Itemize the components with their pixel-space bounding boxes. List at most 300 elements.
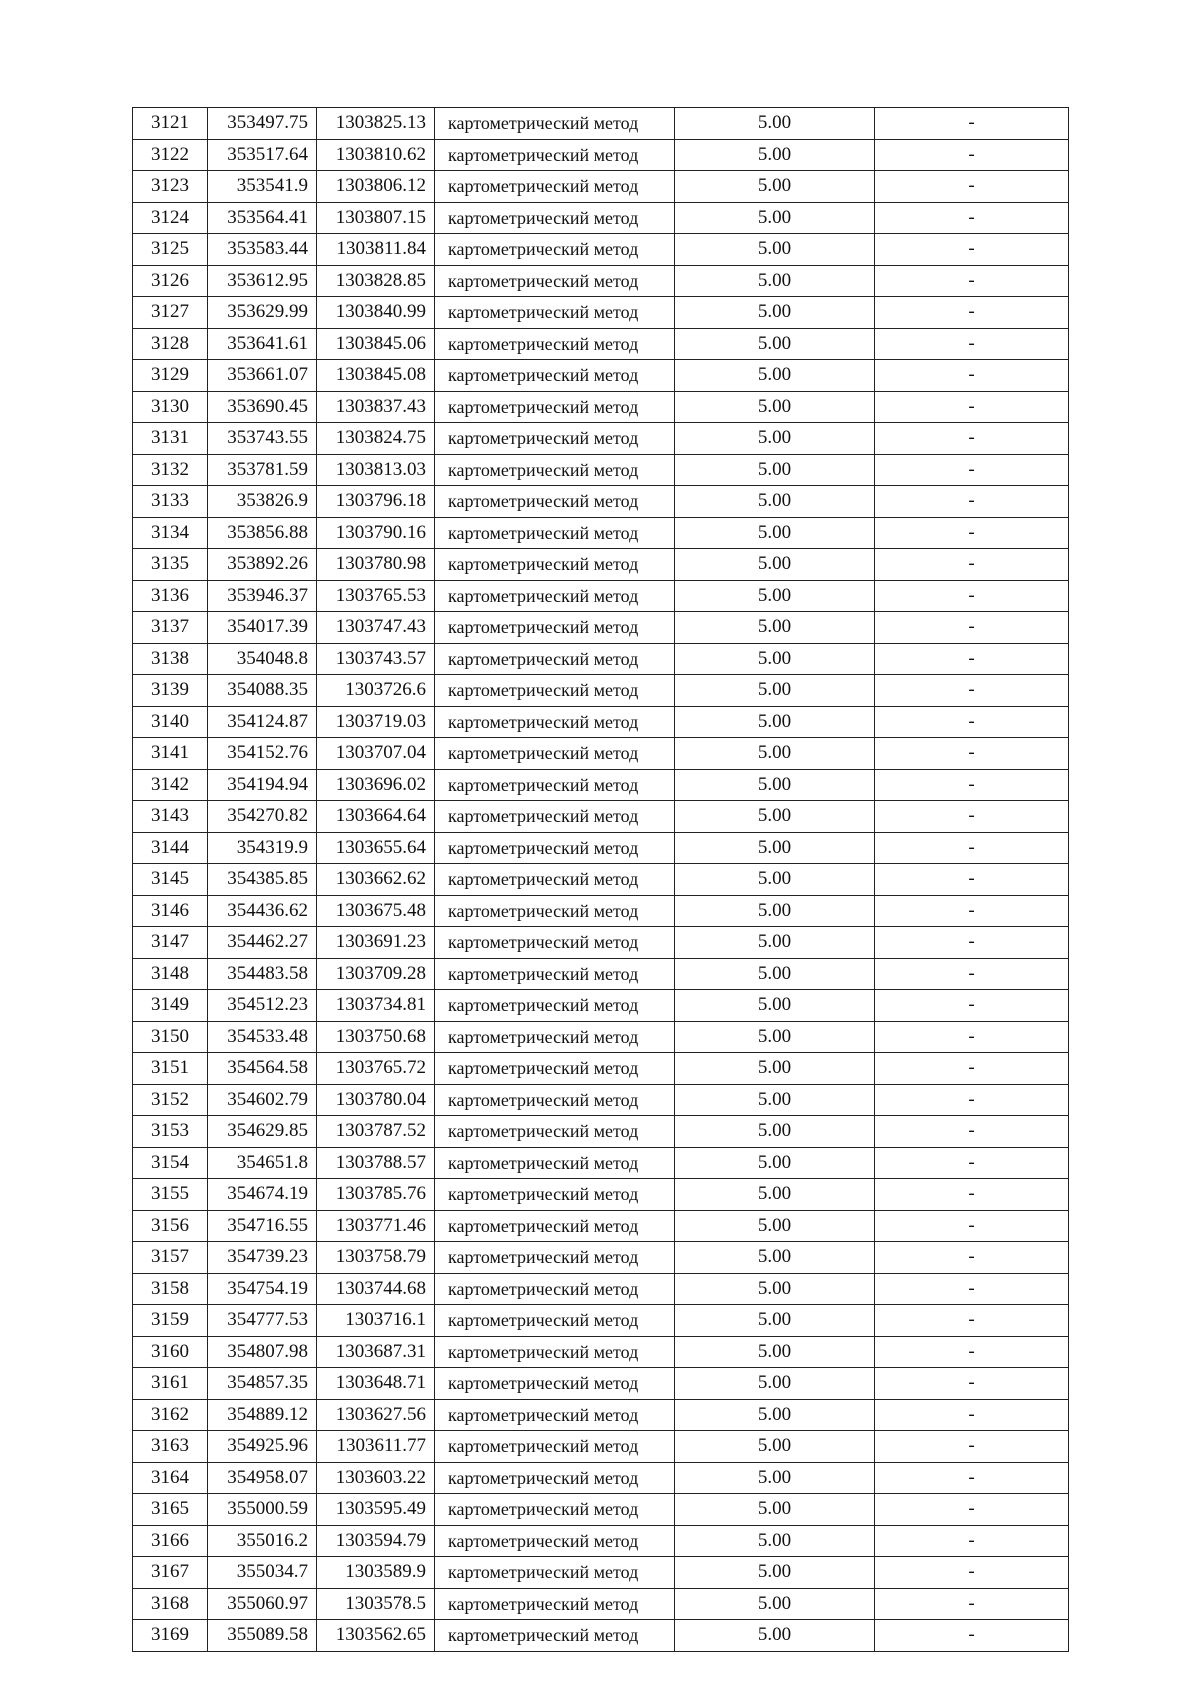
description-cell: -: [875, 801, 1069, 833]
table-row: [133, 486, 1069, 518]
point-number-cell: 3137: [133, 612, 208, 644]
method-cell: картометрический метод: [435, 517, 675, 549]
description-cell: -: [875, 1242, 1069, 1274]
point-number-cell: 3168: [133, 1588, 208, 1620]
method-cell: картометрический метод: [435, 297, 675, 329]
y-coordinate-cell: 1303780.98: [317, 549, 435, 581]
y-coordinate-cell: 1303611.77: [317, 1431, 435, 1463]
y-coordinate-cell: 1303696.02: [317, 769, 435, 801]
accuracy-cell: 5.00: [675, 1116, 875, 1148]
description-cell: -: [875, 1588, 1069, 1620]
accuracy-cell: 5.00: [675, 549, 875, 581]
accuracy-cell: 5.00: [675, 675, 875, 707]
x-coordinate-cell: 355016.2: [208, 1525, 317, 1557]
method-cell: картометрический метод: [435, 927, 675, 959]
method-cell: картометрический метод: [435, 1305, 675, 1337]
table-row: [133, 990, 1069, 1022]
x-coordinate-cell: 354483.58: [208, 958, 317, 990]
x-coordinate-cell: 354048.8: [208, 643, 317, 675]
table-row: [133, 1588, 1069, 1620]
y-coordinate-cell: 1303824.75: [317, 423, 435, 455]
description-cell: -: [875, 738, 1069, 770]
description-cell: -: [875, 958, 1069, 990]
point-number-cell: 3144: [133, 832, 208, 864]
x-coordinate-cell: 353517.64: [208, 139, 317, 171]
y-coordinate-cell: 1303578.5: [317, 1588, 435, 1620]
method-cell: картометрический метод: [435, 1525, 675, 1557]
y-coordinate-cell: 1303785.76: [317, 1179, 435, 1211]
y-coordinate-cell: 1303747.43: [317, 612, 435, 644]
x-coordinate-cell: 354739.23: [208, 1242, 317, 1274]
table-row: [133, 108, 1069, 140]
y-coordinate-cell: 1303845.06: [317, 328, 435, 360]
description-cell: -: [875, 1147, 1069, 1179]
point-number-cell: 3130: [133, 391, 208, 423]
point-number-cell: 3142: [133, 769, 208, 801]
table-row: [133, 1242, 1069, 1274]
accuracy-cell: 5.00: [675, 1431, 875, 1463]
method-cell: картометрический метод: [435, 1147, 675, 1179]
accuracy-cell: 5.00: [675, 1462, 875, 1494]
x-coordinate-cell: 353629.99: [208, 297, 317, 329]
method-cell: картометрический метод: [435, 675, 675, 707]
method-cell: картометрический метод: [435, 580, 675, 612]
point-number-cell: 3129: [133, 360, 208, 392]
method-cell: картометрический метод: [435, 612, 675, 644]
point-number-cell: 3149: [133, 990, 208, 1022]
accuracy-cell: 5.00: [675, 1273, 875, 1305]
method-cell: картометрический метод: [435, 1084, 675, 1116]
x-coordinate-cell: 354602.79: [208, 1084, 317, 1116]
x-coordinate-cell: 354124.87: [208, 706, 317, 738]
point-number-cell: 3140: [133, 706, 208, 738]
y-coordinate-cell: 1303687.31: [317, 1336, 435, 1368]
y-coordinate-cell: 1303648.71: [317, 1368, 435, 1400]
y-coordinate-cell: 1303662.62: [317, 864, 435, 896]
method-cell: картометрический метод: [435, 1021, 675, 1053]
accuracy-cell: 5.00: [675, 108, 875, 140]
y-coordinate-cell: 1303664.64: [317, 801, 435, 833]
accuracy-cell: 5.00: [675, 517, 875, 549]
method-cell: картометрический метод: [435, 1462, 675, 1494]
x-coordinate-cell: 354754.19: [208, 1273, 317, 1305]
accuracy-cell: 5.00: [675, 1588, 875, 1620]
y-coordinate-cell: 1303562.65: [317, 1620, 435, 1652]
y-coordinate-cell: 1303726.6: [317, 675, 435, 707]
point-number-cell: 3126: [133, 265, 208, 297]
point-number-cell: 3169: [133, 1620, 208, 1652]
y-coordinate-cell: 1303743.57: [317, 643, 435, 675]
x-coordinate-cell: 354512.23: [208, 990, 317, 1022]
x-coordinate-cell: 353497.75: [208, 108, 317, 140]
table-row: [133, 1210, 1069, 1242]
description-cell: -: [875, 927, 1069, 959]
table-row: [133, 1525, 1069, 1557]
point-number-cell: 3160: [133, 1336, 208, 1368]
x-coordinate-cell: 354194.94: [208, 769, 317, 801]
description-cell: -: [875, 1557, 1069, 1589]
method-cell: картометрический метод: [435, 108, 675, 140]
point-number-cell: 3147: [133, 927, 208, 959]
point-number-cell: 3132: [133, 454, 208, 486]
point-number-cell: 3166: [133, 1525, 208, 1557]
table-row: [133, 139, 1069, 171]
x-coordinate-cell: 354925.96: [208, 1431, 317, 1463]
y-coordinate-cell: 1303790.16: [317, 517, 435, 549]
description-cell: -: [875, 297, 1069, 329]
table-row: [133, 675, 1069, 707]
table-row: [133, 328, 1069, 360]
x-coordinate-cell: 353541.9: [208, 171, 317, 203]
table-row: [133, 391, 1069, 423]
method-cell: картометрический метод: [435, 549, 675, 581]
method-cell: картометрический метод: [435, 454, 675, 486]
y-coordinate-cell: 1303750.68: [317, 1021, 435, 1053]
y-coordinate-cell: 1303734.81: [317, 990, 435, 1022]
table-row: [133, 517, 1069, 549]
point-number-cell: 3121: [133, 108, 208, 140]
table-row: [133, 864, 1069, 896]
description-cell: -: [875, 1273, 1069, 1305]
x-coordinate-cell: 353826.9: [208, 486, 317, 518]
accuracy-cell: 5.00: [675, 1525, 875, 1557]
point-number-cell: 3150: [133, 1021, 208, 1053]
y-coordinate-cell: 1303707.04: [317, 738, 435, 770]
table-row: [133, 927, 1069, 959]
x-coordinate-cell: 353892.26: [208, 549, 317, 581]
y-coordinate-cell: 1303595.49: [317, 1494, 435, 1526]
table-row: [133, 643, 1069, 675]
point-number-cell: 3135: [133, 549, 208, 581]
accuracy-cell: 5.00: [675, 391, 875, 423]
point-number-cell: 3143: [133, 801, 208, 833]
x-coordinate-cell: 354777.53: [208, 1305, 317, 1337]
description-cell: -: [875, 108, 1069, 140]
x-coordinate-cell: 353781.59: [208, 454, 317, 486]
method-cell: картометрический метод: [435, 1368, 675, 1400]
method-cell: картометрический метод: [435, 769, 675, 801]
y-coordinate-cell: 1303828.85: [317, 265, 435, 297]
description-cell: -: [875, 990, 1069, 1022]
method-cell: картометрический метод: [435, 1273, 675, 1305]
y-coordinate-cell: 1303807.15: [317, 202, 435, 234]
y-coordinate-cell: 1303796.18: [317, 486, 435, 518]
point-number-cell: 3156: [133, 1210, 208, 1242]
table-row: [133, 1116, 1069, 1148]
description-cell: -: [875, 517, 1069, 549]
description-cell: -: [875, 864, 1069, 896]
x-coordinate-cell: 354533.48: [208, 1021, 317, 1053]
table-row: [133, 1305, 1069, 1337]
point-number-cell: 3162: [133, 1399, 208, 1431]
table-row: [133, 1620, 1069, 1652]
method-cell: картометрический метод: [435, 990, 675, 1022]
description-cell: -: [875, 549, 1069, 581]
y-coordinate-cell: 1303780.04: [317, 1084, 435, 1116]
accuracy-cell: 5.00: [675, 1305, 875, 1337]
point-number-cell: 3138: [133, 643, 208, 675]
y-coordinate-cell: 1303691.23: [317, 927, 435, 959]
y-coordinate-cell: 1303840.99: [317, 297, 435, 329]
x-coordinate-cell: 354674.19: [208, 1179, 317, 1211]
x-coordinate-cell: 354889.12: [208, 1399, 317, 1431]
description-cell: -: [875, 234, 1069, 266]
description-cell: -: [875, 1305, 1069, 1337]
x-coordinate-cell: 353946.37: [208, 580, 317, 612]
accuracy-cell: 5.00: [675, 1179, 875, 1211]
accuracy-cell: 5.00: [675, 1494, 875, 1526]
method-cell: картометрический метод: [435, 1242, 675, 1274]
method-cell: картометрический метод: [435, 328, 675, 360]
method-cell: картометрический метод: [435, 832, 675, 864]
x-coordinate-cell: 353690.45: [208, 391, 317, 423]
description-cell: -: [875, 580, 1069, 612]
table-row: [133, 1494, 1069, 1526]
point-number-cell: 3161: [133, 1368, 208, 1400]
accuracy-cell: 5.00: [675, 864, 875, 896]
point-number-cell: 3154: [133, 1147, 208, 1179]
x-coordinate-cell: 354436.62: [208, 895, 317, 927]
accuracy-cell: 5.00: [675, 1084, 875, 1116]
description-cell: -: [875, 454, 1069, 486]
y-coordinate-cell: 1303787.52: [317, 1116, 435, 1148]
description-cell: -: [875, 328, 1069, 360]
y-coordinate-cell: 1303788.57: [317, 1147, 435, 1179]
x-coordinate-cell: 354270.82: [208, 801, 317, 833]
table-row: [133, 202, 1069, 234]
table-row: [133, 769, 1069, 801]
x-coordinate-cell: 353612.95: [208, 265, 317, 297]
y-coordinate-cell: 1303627.56: [317, 1399, 435, 1431]
point-number-cell: 3123: [133, 171, 208, 203]
table-row: [133, 549, 1069, 581]
point-number-cell: 3167: [133, 1557, 208, 1589]
description-cell: -: [875, 612, 1069, 644]
accuracy-cell: 5.00: [675, 580, 875, 612]
accuracy-cell: 5.00: [675, 1399, 875, 1431]
accuracy-cell: 5.00: [675, 1620, 875, 1652]
point-number-cell: 3158: [133, 1273, 208, 1305]
description-cell: -: [875, 486, 1069, 518]
point-number-cell: 3145: [133, 864, 208, 896]
y-coordinate-cell: 1303771.46: [317, 1210, 435, 1242]
point-number-cell: 3155: [133, 1179, 208, 1211]
x-coordinate-cell: 354716.55: [208, 1210, 317, 1242]
description-cell: -: [875, 139, 1069, 171]
point-number-cell: 3157: [133, 1242, 208, 1274]
x-coordinate-cell: 354385.85: [208, 864, 317, 896]
table-row: [133, 1462, 1069, 1494]
x-coordinate-cell: 355089.58: [208, 1620, 317, 1652]
x-coordinate-cell: 354462.27: [208, 927, 317, 959]
point-number-cell: 3163: [133, 1431, 208, 1463]
accuracy-cell: 5.00: [675, 1368, 875, 1400]
table-row: [133, 958, 1069, 990]
point-number-cell: 3136: [133, 580, 208, 612]
method-cell: картометрический метод: [435, 1431, 675, 1463]
table-row: [133, 832, 1069, 864]
table-row: [133, 1368, 1069, 1400]
accuracy-cell: 5.00: [675, 927, 875, 959]
table-row: [133, 1053, 1069, 1085]
method-cell: картометрический метод: [435, 423, 675, 455]
x-coordinate-cell: 354857.35: [208, 1368, 317, 1400]
description-cell: -: [875, 1462, 1069, 1494]
y-coordinate-cell: 1303837.43: [317, 391, 435, 423]
method-cell: картометрический метод: [435, 486, 675, 518]
x-coordinate-cell: 353564.41: [208, 202, 317, 234]
table-row: [133, 265, 1069, 297]
x-coordinate-cell: 353641.61: [208, 328, 317, 360]
description-cell: -: [875, 706, 1069, 738]
point-number-cell: 3124: [133, 202, 208, 234]
x-coordinate-cell: 354807.98: [208, 1336, 317, 1368]
method-cell: картометрический метод: [435, 1116, 675, 1148]
description-cell: -: [875, 1525, 1069, 1557]
description-cell: -: [875, 202, 1069, 234]
method-cell: картометрический метод: [435, 139, 675, 171]
table-row: [133, 171, 1069, 203]
accuracy-cell: 5.00: [675, 328, 875, 360]
x-coordinate-cell: 353583.44: [208, 234, 317, 266]
x-coordinate-cell: 353856.88: [208, 517, 317, 549]
table-row: [133, 580, 1069, 612]
accuracy-cell: 5.00: [675, 454, 875, 486]
method-cell: картометрический метод: [435, 1053, 675, 1085]
accuracy-cell: 5.00: [675, 1336, 875, 1368]
accuracy-cell: 5.00: [675, 234, 875, 266]
y-coordinate-cell: 1303845.08: [317, 360, 435, 392]
y-coordinate-cell: 1303716.1: [317, 1305, 435, 1337]
accuracy-cell: 5.00: [675, 612, 875, 644]
accuracy-cell: 5.00: [675, 297, 875, 329]
method-cell: картометрический метод: [435, 801, 675, 833]
accuracy-cell: 5.00: [675, 202, 875, 234]
table-row: [133, 1179, 1069, 1211]
table-row: [133, 297, 1069, 329]
x-coordinate-cell: 355000.59: [208, 1494, 317, 1526]
x-coordinate-cell: 354651.8: [208, 1147, 317, 1179]
point-number-cell: 3133: [133, 486, 208, 518]
method-cell: картометрический метод: [435, 958, 675, 990]
description-cell: -: [875, 1431, 1069, 1463]
description-cell: -: [875, 1116, 1069, 1148]
accuracy-cell: 5.00: [675, 1053, 875, 1085]
y-coordinate-cell: 1303813.03: [317, 454, 435, 486]
y-coordinate-cell: 1303675.48: [317, 895, 435, 927]
accuracy-cell: 5.00: [675, 360, 875, 392]
x-coordinate-cell: 354629.85: [208, 1116, 317, 1148]
x-coordinate-cell: 354319.9: [208, 832, 317, 864]
table-row: [133, 234, 1069, 266]
y-coordinate-cell: 1303825.13: [317, 108, 435, 140]
x-coordinate-cell: 354564.58: [208, 1053, 317, 1085]
point-number-cell: 3139: [133, 675, 208, 707]
y-coordinate-cell: 1303594.79: [317, 1525, 435, 1557]
coordinates-table: [132, 107, 1069, 1652]
point-number-cell: 3164: [133, 1462, 208, 1494]
accuracy-cell: 5.00: [675, 423, 875, 455]
x-coordinate-cell: 354152.76: [208, 738, 317, 770]
table-row: [133, 895, 1069, 927]
method-cell: картометрический метод: [435, 1399, 675, 1431]
description-cell: -: [875, 1210, 1069, 1242]
description-cell: -: [875, 643, 1069, 675]
point-number-cell: 3152: [133, 1084, 208, 1116]
accuracy-cell: 5.00: [675, 139, 875, 171]
x-coordinate-cell: 353661.07: [208, 360, 317, 392]
y-coordinate-cell: 1303765.53: [317, 580, 435, 612]
point-number-cell: 3125: [133, 234, 208, 266]
x-coordinate-cell: 355034.7: [208, 1557, 317, 1589]
method-cell: картометрический метод: [435, 706, 675, 738]
point-number-cell: 3165: [133, 1494, 208, 1526]
y-coordinate-cell: 1303719.03: [317, 706, 435, 738]
description-cell: -: [875, 1494, 1069, 1526]
y-coordinate-cell: 1303758.79: [317, 1242, 435, 1274]
accuracy-cell: 5.00: [675, 486, 875, 518]
accuracy-cell: 5.00: [675, 1147, 875, 1179]
y-coordinate-cell: 1303806.12: [317, 171, 435, 203]
y-coordinate-cell: 1303811.84: [317, 234, 435, 266]
y-coordinate-cell: 1303744.68: [317, 1273, 435, 1305]
description-cell: -: [875, 1336, 1069, 1368]
table-row: [133, 1557, 1069, 1589]
method-cell: картометрический метод: [435, 1179, 675, 1211]
accuracy-cell: 5.00: [675, 706, 875, 738]
accuracy-cell: 5.00: [675, 1210, 875, 1242]
accuracy-cell: 5.00: [675, 990, 875, 1022]
method-cell: картометрический метод: [435, 1336, 675, 1368]
x-coordinate-cell: 354958.07: [208, 1462, 317, 1494]
point-number-cell: 3141: [133, 738, 208, 770]
table-row: [133, 706, 1069, 738]
table-row: [133, 1399, 1069, 1431]
description-cell: -: [875, 1053, 1069, 1085]
method-cell: картометрический метод: [435, 864, 675, 896]
method-cell: картометрический метод: [435, 1588, 675, 1620]
table-row: [133, 454, 1069, 486]
accuracy-cell: 5.00: [675, 769, 875, 801]
accuracy-cell: 5.00: [675, 643, 875, 675]
method-cell: картометрический метод: [435, 1620, 675, 1652]
table-row: [133, 1147, 1069, 1179]
method-cell: картометрический метод: [435, 895, 675, 927]
description-cell: -: [875, 1084, 1069, 1116]
method-cell: картометрический метод: [435, 1210, 675, 1242]
description-cell: -: [875, 1620, 1069, 1652]
point-number-cell: 3146: [133, 895, 208, 927]
coordinates-table-body: [133, 108, 1069, 1652]
description-cell: -: [875, 391, 1069, 423]
method-cell: картометрический метод: [435, 360, 675, 392]
table-row: [133, 360, 1069, 392]
accuracy-cell: 5.00: [675, 1557, 875, 1589]
x-coordinate-cell: 353743.55: [208, 423, 317, 455]
description-cell: -: [875, 769, 1069, 801]
accuracy-cell: 5.00: [675, 801, 875, 833]
method-cell: картометрический метод: [435, 202, 675, 234]
accuracy-cell: 5.00: [675, 832, 875, 864]
x-coordinate-cell: 355060.97: [208, 1588, 317, 1620]
table-row: [133, 801, 1069, 833]
table-row: [133, 1336, 1069, 1368]
description-cell: -: [875, 832, 1069, 864]
point-number-cell: 3134: [133, 517, 208, 549]
description-cell: -: [875, 1399, 1069, 1431]
table-row: [133, 423, 1069, 455]
y-coordinate-cell: 1303765.72: [317, 1053, 435, 1085]
